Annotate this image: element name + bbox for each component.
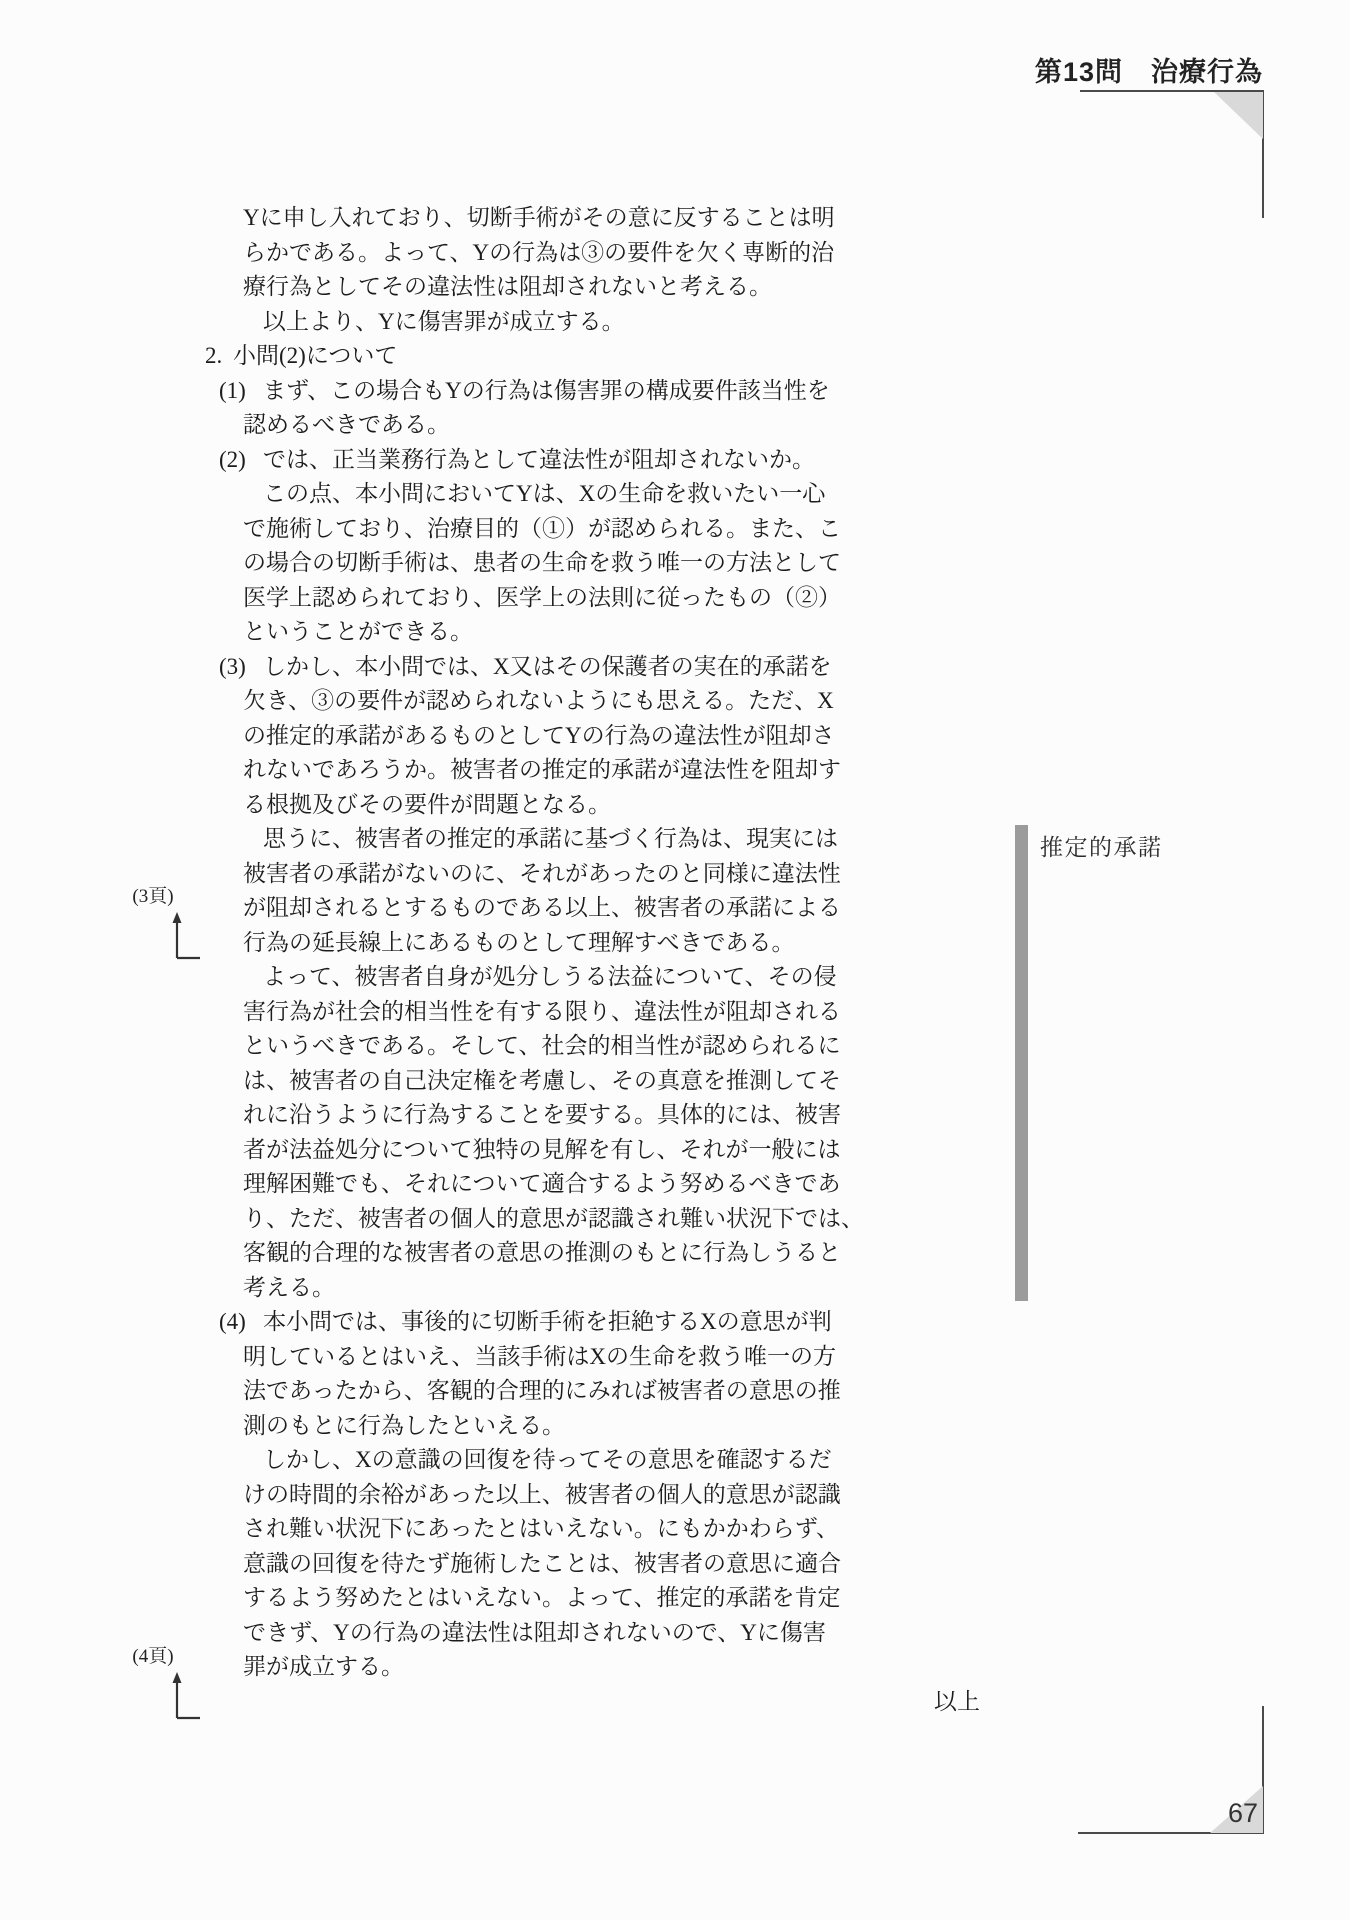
line-text: 欠き、③の要件が認められないようにも思える。ただ、X xyxy=(243,688,834,713)
line-text: れないであろうか。被害者の推定的承諾が違法性を阻却す xyxy=(243,757,841,782)
text-line xyxy=(0,236,1350,271)
line-text: 被害者の承諾がないのに、それがあったのと同様に違法性 xyxy=(243,860,841,886)
text-line xyxy=(0,1547,1350,1582)
line-text: で施術しており、治療目的（①）が認められる。また、こ xyxy=(243,515,841,541)
line-text: しかし、Xの意識の回復を待ってその意思を確認するだ xyxy=(263,1447,832,1472)
text-line xyxy=(0,581,1350,616)
text-line xyxy=(0,1133,1350,1168)
line-text: 療行為としてその違法性は阻却されないと考える。 xyxy=(243,274,772,299)
line-text: 行為の延長線上にあるものとして理解すべきである。 xyxy=(243,929,795,955)
text-line xyxy=(0,339,1350,374)
line-text: 明しているとはいえ、当該手術はXの生命を救う唯一の方 xyxy=(243,1343,836,1369)
text-line xyxy=(0,650,1350,685)
page-break-arrow-icon xyxy=(172,1672,202,1722)
line-text: 認めるべきである。 xyxy=(243,412,450,437)
text-line xyxy=(0,1409,1350,1444)
text-line xyxy=(0,995,1350,1030)
text-line xyxy=(0,546,1350,581)
line-text: 測のもとに行為したといえる。 xyxy=(243,1412,565,1438)
answer-text-block xyxy=(0,201,1350,1719)
text-line xyxy=(0,305,1350,340)
line-label: (3) xyxy=(219,653,246,679)
line-text: れに沿うように行為することを要する。具体的には、被害 xyxy=(243,1102,841,1127)
text-line xyxy=(0,926,1350,961)
text-line xyxy=(0,1581,1350,1616)
text-line xyxy=(0,1443,1350,1478)
line-text: Yに申し入れており、切断手術がその意に反することは明 xyxy=(243,205,835,230)
chapter-title: 第13問 治療行為 xyxy=(1034,57,1263,87)
text-line xyxy=(0,374,1350,409)
text-line xyxy=(0,788,1350,823)
line-text: 者が法益処分について独特の見解を有し、それが一般には xyxy=(243,1136,841,1162)
text-line xyxy=(0,960,1350,995)
line-text: 理解困難でも、それについて適合するよう努めるべきであ xyxy=(243,1171,841,1196)
line-text: この点、本小問においてYは、Xの生命を救いたい一心 xyxy=(263,481,826,506)
line-text: 思うに、被害者の推定的承諾に基づく行為は、現実には xyxy=(263,826,838,851)
text-line xyxy=(0,684,1350,719)
line-text: 害行為が社会的相当性を有する限り、違法性が阻却される xyxy=(243,998,841,1024)
text-line xyxy=(0,1029,1350,1064)
page-break-label: (4頁) xyxy=(132,1646,174,1667)
text-line xyxy=(0,477,1350,512)
line-text: 以上 xyxy=(934,1688,980,1714)
text-line xyxy=(0,1271,1350,1306)
text-line xyxy=(0,1098,1350,1133)
line-text: る根拠及びその要件が問題となる。 xyxy=(243,791,611,817)
text-line xyxy=(0,1236,1350,1271)
line-text: の推定的承諾があるものとしてYの行為の違法性が阻却さ xyxy=(243,722,835,748)
text-line xyxy=(0,1064,1350,1099)
line-text: というべきである。そして、社会的相当性が認められるに xyxy=(243,1033,841,1058)
line-text: 法であったから、客観的合理的にみれば被害者の意思の推 xyxy=(243,1378,841,1403)
line-text: が阻却されるとするものである以上、被害者の承諾による xyxy=(243,895,841,920)
line-text: しかし、本小問では、X又はその保護者の実在的承諾を xyxy=(263,653,832,679)
text-line xyxy=(0,1650,1350,1685)
line-label: (1) xyxy=(219,377,246,403)
text-line xyxy=(0,443,1350,478)
line-text: 罪が成立する。 xyxy=(243,1654,404,1679)
text-line xyxy=(0,1512,1350,1547)
sidebar-keyword-label: 推定的承諾 xyxy=(1040,834,1163,860)
line-text: らかである。よって、Yの行為は③の要件を欠く専断的治 xyxy=(243,239,835,265)
line-text: 意識の回復を待たず施術したことは、被害者の意思に適合 xyxy=(243,1550,841,1576)
line-text: され難い状況下にあったとはいえない。にもかかわらず、 xyxy=(243,1516,839,1541)
line-text: ということができる。 xyxy=(243,619,473,644)
text-line xyxy=(0,753,1350,788)
page-break-note-4 xyxy=(122,1641,202,1722)
line-text: 本小問では、事後的に切断手術を拒絶するXの意思が判 xyxy=(263,1309,832,1334)
page-break-label: (3頁) xyxy=(132,886,174,907)
line-label: (2) xyxy=(219,446,246,472)
line-text: り、ただ、被害者の個人的意思が認識され難い状況下では、 xyxy=(243,1205,864,1231)
text-line xyxy=(0,408,1350,443)
text-line xyxy=(0,1374,1350,1409)
text-line xyxy=(0,270,1350,305)
line-text: 小問(2)について xyxy=(233,343,398,368)
line-text: するよう努めたとはいえない。よって、推定的承諾を肯定 xyxy=(243,1585,841,1610)
text-line xyxy=(0,1167,1350,1202)
text-line xyxy=(0,1685,1350,1720)
line-text: けの時間的余裕があった以上、被害者の個人的意思が認識 xyxy=(243,1481,841,1507)
corner-fold-triangle-top xyxy=(1213,92,1263,140)
page-number: 67 xyxy=(1227,1798,1258,1828)
line-label: (4) xyxy=(219,1309,246,1334)
page-break-arrow-icon xyxy=(172,912,202,962)
line-text: は、被害者の自己決定権を考慮し、その真意を推測してそ xyxy=(243,1067,841,1093)
text-line xyxy=(0,891,1350,926)
line-text: 客観的合理的な被害者の意思の推測のもとに行為しうると xyxy=(243,1240,841,1265)
text-line xyxy=(0,1616,1350,1651)
sidebar-keyword-bar xyxy=(1015,825,1028,1301)
text-line xyxy=(0,1478,1350,1513)
line-label: 2. xyxy=(205,343,223,368)
line-text: 考える。 xyxy=(243,1274,335,1300)
text-line xyxy=(0,1340,1350,1375)
line-text: 以上より、Yに傷害罪が成立する。 xyxy=(263,308,625,334)
text-line xyxy=(0,1202,1350,1237)
text-line xyxy=(0,615,1350,650)
text-line xyxy=(0,201,1350,236)
line-text: の場合の切断手術は、患者の生命を救う唯一の方法として xyxy=(243,550,841,575)
line-text: よって、被害者自身が処分しうる法益について、その侵 xyxy=(263,964,837,989)
text-line xyxy=(0,1305,1350,1340)
text-line xyxy=(0,512,1350,547)
page-break-note-3 xyxy=(122,881,202,962)
line-text: では、正当業務行為として違法性が阻却されないか。 xyxy=(263,446,815,472)
line-text: 医学上認められており、医学上の法則に従ったもの（②） xyxy=(243,584,841,610)
text-line xyxy=(0,719,1350,754)
line-text: まず、この場合もYの行為は傷害罪の構成要件該当性を xyxy=(263,377,830,403)
line-text: できず、Yの行為の違法性は阻却されないので、Yに傷害 xyxy=(243,1619,826,1645)
